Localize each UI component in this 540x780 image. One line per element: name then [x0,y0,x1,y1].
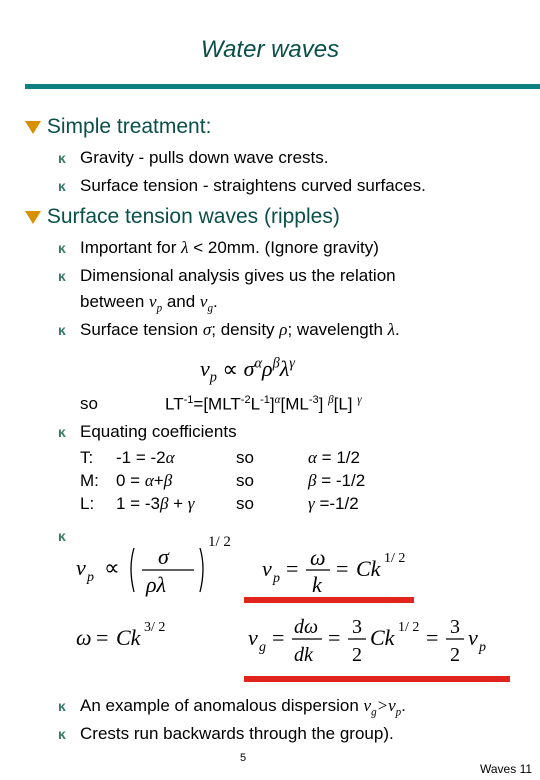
svg-text:3: 3 [352,616,362,638]
svg-text:p: p [273,571,280,586]
proportionality-formula: $v_p \propto \sigma^\alpha\rho^\beta\lambda^\gamma$ [200,356,295,386]
list-item: ĸ Gravity - pulls down wave crests. [58,148,329,167]
svg-text:v: v [468,625,478,650]
svg-text:p: p [479,640,486,655]
svg-text:=: = [96,625,109,650]
bullet-icon: ĸ [58,322,66,338]
svg-text:=: = [336,556,349,581]
list-item: ĸ Surface tension - straightens curved surfaces. [58,176,426,195]
bullet-icon: ĸ [58,528,66,544]
section-surface-tension [25,205,340,229]
section-heading: Surface tension waves (ripples) [46,205,340,228]
dimensional-expression: $LT^{-1}=[MLT^{-2}L^{-1}]^\alpha[ML^{-3}]$ $^\beta$[L] $^\gamma$ [165,394,362,414]
svg-text:v: v [248,625,258,650]
row-equation: 0 = α+β [116,471,173,490]
list-item: ĸ Equating coefficients [58,422,237,441]
bullet-icon: ĸ [58,698,66,714]
row-equation: 1 = -3β + γ [116,494,195,513]
svg-text:Ck: Ck [116,625,141,650]
bullet-icon: ĸ [58,424,66,440]
row-result: β = -1/2 [308,471,366,490]
svg-text:Ck: Ck [356,556,381,581]
row-so: so [236,448,254,467]
bullet-icon: ĸ [58,150,66,166]
svg-text:ρλ: ρλ [146,572,167,597]
footer-label: Waves 11 [480,762,533,776]
svg-text:2: 2 [450,644,460,666]
list-item: ĸ Important for λ < 20mm. (Ignore gravity) [58,238,379,257]
bullet-icon: ĸ [58,240,66,256]
lambda-symbol: λ [181,238,189,257]
title-divider [25,84,540,89]
svg-text:dk: dk [294,644,313,666]
svg-text:σ: σ [158,544,169,569]
phase-velocity-formula [258,540,408,600]
svg-text:=: = [426,625,439,650]
svg-text:=: = [272,625,285,650]
row-result: α = 1/2 [308,448,360,467]
row-label: T: [80,448,94,467]
svg-text:1/ 2: 1/ 2 [208,534,231,550]
svg-text:3: 3 [450,616,460,638]
bullet-icon: ĸ [58,178,66,194]
dimensional-equation: so [80,394,98,413]
section-simple-treatment [25,115,211,139]
page-title: Water waves [200,36,340,63]
group-velocity-formula [244,605,514,675]
highlight-bar [244,676,510,682]
svg-text:v: v [262,556,272,581]
list-item: ĸ Dimensional analysis gives us the relation [58,266,396,285]
section-heading: Simple treatment: [46,115,212,138]
svg-text:3/ 2: 3/ 2 [144,620,166,635]
row-equation: -1 = -2α [116,448,175,467]
row-label: L: [80,494,95,513]
svg-text:g: g [259,640,266,655]
highlight-bar [244,597,414,603]
bullet-icon: ĸ [58,726,66,742]
row-so: so [236,494,254,513]
bullet-icon: ĸ [58,268,66,284]
row-so: so [236,471,254,490]
page-number: 5 [240,752,247,764]
svg-text:Ck: Ck [370,625,395,650]
row-label: M: [80,471,99,490]
svg-text:1/ 2: 1/ 2 [384,551,406,566]
list-item: ĸ Surface tension σ; density ρ; wavelength λ. [58,320,400,339]
svg-text:dω: dω [294,616,319,638]
svg-text:=: = [286,556,299,581]
phase-velocity-proportional-formula [72,530,252,602]
svg-text:=: = [328,625,341,650]
dispersion-relation-formula [72,615,192,655]
svg-text:2: 2 [352,644,362,666]
svg-text:∝: ∝ [104,555,120,580]
triangle-bullet-icon [25,121,41,134]
list-item-continuation: between $v_p$ and $v_g$. [80,292,218,315]
svg-text:p: p [87,570,94,585]
svg-text:k: k [312,572,322,597]
triangle-bullet-icon [25,211,41,224]
row-result: γ =-1/2 [308,494,359,513]
list-item: ĸ An example of anomalous dispersion $v_g>v_p$. [58,696,406,719]
svg-text:v: v [76,555,86,580]
list-item: ĸ Crests run backwards through the group). [58,724,394,743]
svg-text:ω: ω [310,545,326,570]
svg-text:ω: ω [76,625,92,650]
svg-text:1/ 2: 1/ 2 [398,620,420,635]
